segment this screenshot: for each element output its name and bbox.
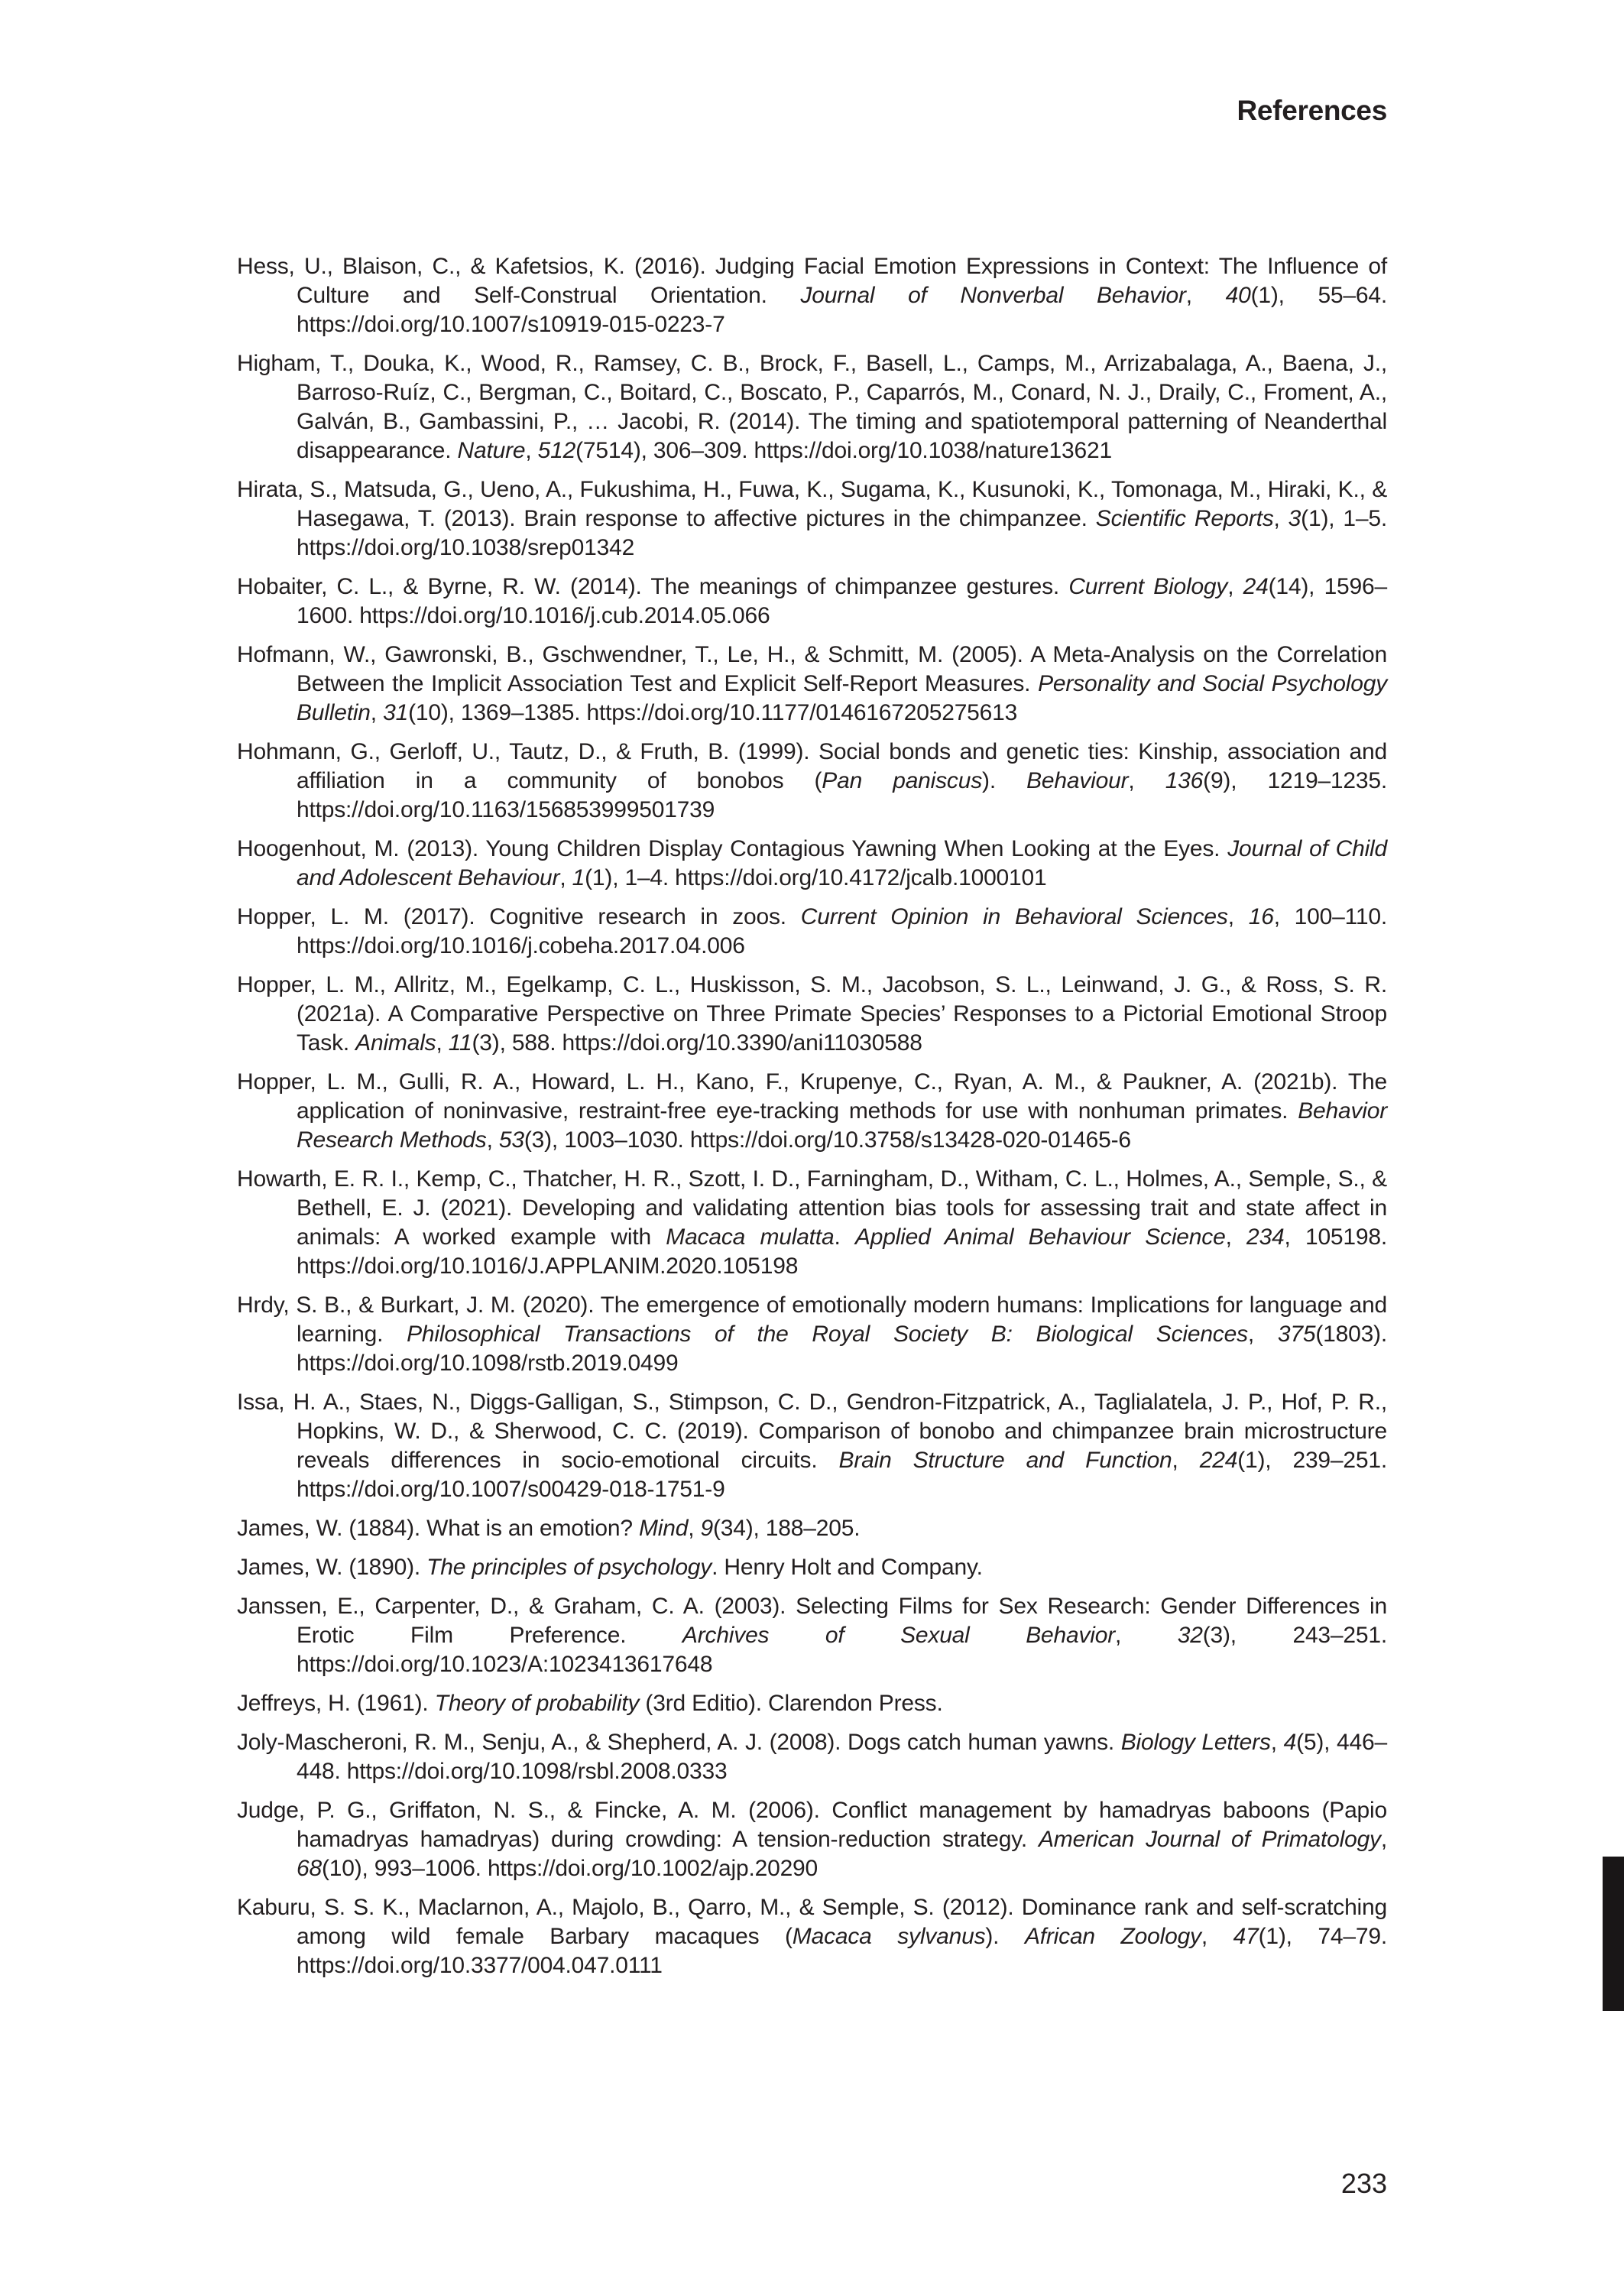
reference-entry: Hess, U., Blaison, C., & Kafetsios, K. (2016). Judging Facial Emotion Expressions in Context: The Influence of Culture and Self-Construal Orientation. Journal of Nonverbal Behavior, 40(1), 55–64. https://doi.org/10.1007/s10919-015-0223-7 — [237, 254, 1388, 337]
reference-entry: Higham, T., Douka, K., Wood, R., Ramsey, C. B., Brock, F., Basell, L., Camps, M., Arrizabalaga, A., Baena, J., Barroso-Ruíz, C., Bergman, C., Boitard, C., Boscato, P., Caparrós, M., Conard, N. J., Draily, C., Froment, A., Galván, B., Gambassini, P., … Jacobi, R. (2014). The timing and spatiotemporal patterning of Neanderthal disappearance. Nature, 512(7514), 306–309. https://doi.org/10.1038/nature13621 — [237, 351, 1387, 463]
reference-entry: Howarth, E. R. I., Kemp, C., Thatcher, H. R., Szott, I. D., Farningham, D., Witham, C. L., Holmes, A., Semple, S., & Bethell, E. J. (2021). Developing and validating attention bias tools for assessing trait and state affect in animals: A worked example with Macaca mulatta. Applied Animal Behaviour Science, 234, 105198. https://doi.org/10.1016/J.APPLANIM.2020.105198 — [237, 1166, 1387, 1279]
chapter-edge-tab — [1603, 1857, 1624, 2011]
reference-entry: Kaburu, S. S. K., Maclarnon, A., Majolo, B., Qarro, M., & Semple, S. (2012). Dominance rank and self-scratching among wild female Barbary macaques (Macaca sylvanus). African Zoology, 47(1), 74–79. https://doi.org/10.3377/004.047.0111 — [237, 1895, 1387, 1978]
reference-entry: James, W. (1884). What is an emotion? Mind, 9(34), 188–205. — [237, 1516, 861, 1541]
reference-entry: Hoogenhout, M. (2013). Young Children Display Contagious Yawning When Looking at the Eyes. Journal of Child and Adolescent Behaviour, 1(1), 1–4. https://doi.org/10.4172/jcalb.1000101 — [237, 836, 1387, 890]
page-number: 233 — [1340, 2168, 1387, 2199]
reference-entry: James, W. (1890). The principles of psychology. Henry Holt and Company. — [237, 1555, 983, 1580]
reference-entry: Hofmann, W., Gawronski, B., Gschwendner, T., Le, H., & Schmitt, M. (2005). A Meta-Analysis on the Correlation Between the Implicit Association Test and Explicit Self-Report Measures. Personality and Social Psychology Bulletin, 31(10), 1369–1385. https://doi.org/10.1177/0146167205275613 — [237, 642, 1388, 725]
reference-entry: Issa, H. A., Staes, N., Diggs-Galligan, S., Stimpson, C. D., Gendron-Fitzpatrick, A., Taglialatela, J. P., Hof, P. R., Hopkins, W. D., & Sherwood, C. C. (2019). Comparison of bonobo and chimpanzee brain microstructure reveals differences in socio-emotional circuits. Brain Structure and Function, 224(1), 239–251. https://doi.org/10.1007/s00429-018-1751-9 — [237, 1390, 1387, 1502]
reference-entry: Hopper, L. M., Gulli, R. A., Howard, L. H., Kano, F., Krupenye, C., Ryan, A. M., & Paukner, A. (2021b). The application of noninvasive, restraint-free eye-tracking methods for use with nonhuman primates. Behavior Research Methods, 53(3), 1003–1030. https://doi.org/10.3758/s13428-020-01465-6 — [237, 1069, 1387, 1153]
reference-entry: Hirata, S., Matsuda, G., Ueno, A., Fukushima, H., Fuwa, K., Sugama, K., Kusunoki, K., Tomonaga, M., Hiraki, K., & Hasegawa, T. (2013). Brain response to affective pictures in the chimpanzee. Scientific Reports, 3(1), 1–5. https://doi.org/10.1038/srep01342 — [237, 477, 1387, 560]
references-list — [237, 252, 1387, 1990]
reference-entry: Janssen, E., Carpenter, D., & Graham, C. A. (2003). Selecting Films for Sex Research: Gender Differences in Erotic Film Preference. Archives of Sexual Behavior, 32(3), 243–251. https://doi.org/10.1023/A:1023413617648 — [237, 1594, 1387, 1677]
reference-entry: Hobaiter, C. L., & Byrne, R. W. (2014). The meanings of chimpanzee gestures. Current Biology, 24(14), 1596–1600. https://doi.org/10.1016/j.cub.2014.05.066 — [237, 574, 1387, 628]
reference-entry: Judge, P. G., Griffaton, N. S., & Fincke, A. M. (2006). Conflict management by hamadryas baboons (Papio hamadryas hamadryas) during crowding: A tension-reduction strategy. American Journal of Primatology, 68(10), 993–1006. https://doi.org/10.1002/ajp.20290 — [237, 1798, 1387, 1881]
reference-entry: Hohmann, G., Gerloff, U., Tautz, D., & Fruth, B. (1999). Social bonds and genetic ties: Kinship, association and affiliation in a community of bonobos (Pan paniscus). Behaviour, 136(9), 1219–1235. https://doi.org/10.1163/156853999501739 — [237, 739, 1387, 822]
running-header: References — [1237, 95, 1387, 126]
reference-entry: Hopper, L. M. (2017). Cognitive research in zoos. Current Opinion in Behavioral Sciences, 16, 100–110. https://doi.org/10.1016/j.cobeha.2017.04.006 — [237, 904, 1387, 958]
reference-entry: Joly-Mascheroni, R. M., Senju, A., & Shepherd, A. J. (2008). Dogs catch human yawns. Biology Letters, 4(5), 446–448. https://doi.org/10.1098/rsbl.2008.0333 — [237, 1730, 1387, 1784]
reference-entry: Hrdy, S. B., & Burkart, J. M. (2020). The emergence of emotionally modern humans: Implications for language and learning. Philosophical Transactions of the Royal Society B: Biological Sciences, 375(1803). https://doi.org/10.1098/rstb.2019.0499 — [237, 1292, 1387, 1376]
reference-entry: Jeffreys, H. (1961). Theory of probability (3rd Editio). Clarendon Press. — [237, 1691, 943, 1716]
reference-entry: Hopper, L. M., Allritz, M., Egelkamp, C. L., Huskisson, S. M., Jacobson, S. L., Leinwand, J. G., & Ross, S. R. (2021a). A Comparative Perspective on Three Primate Species’ Responses to a Pictorial Emotional Stroop Task. Animals, 11(3), 588. https://doi.org/10.3390/ani11030588 — [237, 972, 1387, 1056]
